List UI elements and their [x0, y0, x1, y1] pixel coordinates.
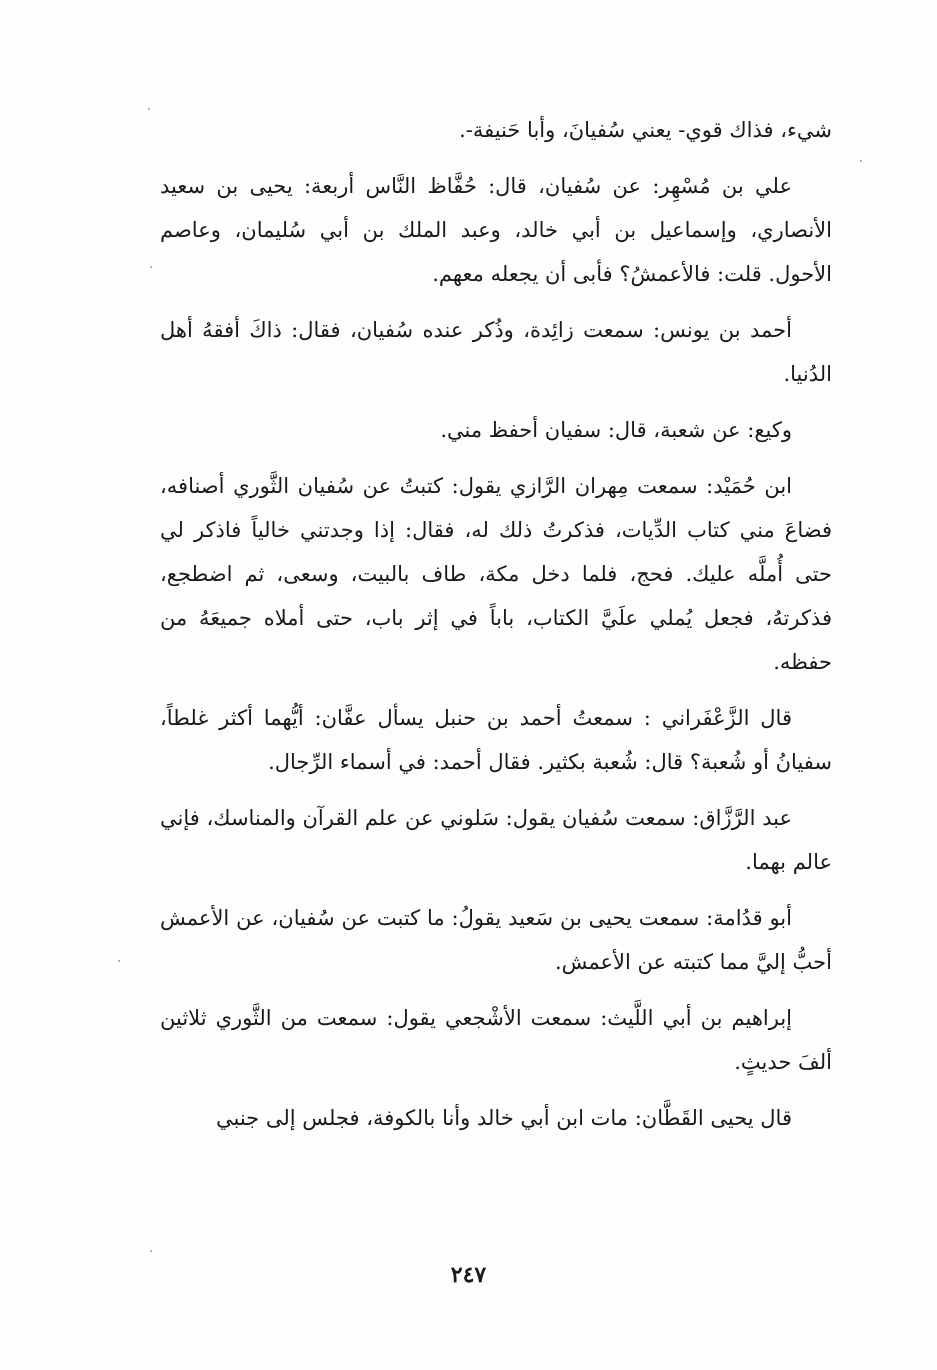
text-block	[160, 108, 832, 1152]
scan-speck	[148, 108, 150, 110]
scan-speck	[860, 160, 862, 162]
paragraph-8: أبو قدُامة: سمعت يحيى بن سَعيد يقولُ: ما كتبت عن سُفيان، عن الأعمش أحبُّ إليَّ مما كتبته عن الأعمش.	[160, 906, 832, 974]
scan-speck	[118, 960, 120, 962]
paragraph-10: قال يحيى القَطَّان: مات ابن أبي خالد وأنا بالكوفة، فجلس إلى جنبي	[215, 1106, 792, 1130]
paragraph-2: علي بن مُسْهِر: عن سُفيان، قال: حُفَّاظ النَّاس أربعة: يحيى بن سعيد الأنصاري، وإسماعيل بن أبي خالد، وعبد الملك بن أبي سُليمان، وعاصم الأحول. قلت: فالأعمشُ؟ فأبى أن يجعله معهم.	[160, 174, 832, 286]
paragraph-3: أحمد بن يونس: سمعت زائِدة، وذُكر عنده سُفيان، فقال: ذاكَ أفقهُ أهل الدُنيا.	[160, 318, 832, 386]
scan-speck	[150, 1250, 152, 1252]
paragraph-4: وكيع: عن شعبة، قال: سفيان أحفظ مني.	[440, 418, 792, 442]
paragraph-5: ابن حُمَيْد: سمعت مِهران الرَّازي يقول: كتبتُ عن سُفيان الثَّوري أصنافه، فضاعَ مني كتاب الدِّيات، فذكرتُ ذلك له، فقال: إذا وجدتني خالياً فاذكر لي حتى أُملَّه عليك. فحج، فلما دخل مكة، طاف بالبيت، وسعى، ثم اضطجع، فذكرتهُ، فجعل يُملي علَيَّ الكتاب، باباً في إثر باب، حتى أملاه جميعَهُ من حفظه.	[160, 474, 832, 674]
paragraph-7: عبد الرَّزَّاق: سمعت سُفيان يقول: سَلوني عن علم القرآن والمناسك، فإني عالم بهما.	[160, 806, 832, 874]
scan-speck	[150, 266, 152, 268]
page-number: ٢٤٧	[450, 1262, 487, 1288]
paragraph-9: إبراهيم بن أبي اللَّيث: سمعت الأشْجعي يقول: سمعت من الثَّوري ثلاثين ألفَ حديثٍ.	[160, 1006, 832, 1074]
paragraph-1: شيء، فذاك قوي- يعني سُفيانَ، وأبا حَنيفة-.	[459, 118, 832, 142]
paragraph-6: قال الزَّعْفَراني : سمعتُ أحمد بن حنبل يسأل عفَّان: أيُّهما أكثر غلطاً، سفيانُ أو شُعبة؟ قال: شُعبة بكثير. فقال أحمد: في أسماء الرِّجال.	[160, 706, 832, 774]
